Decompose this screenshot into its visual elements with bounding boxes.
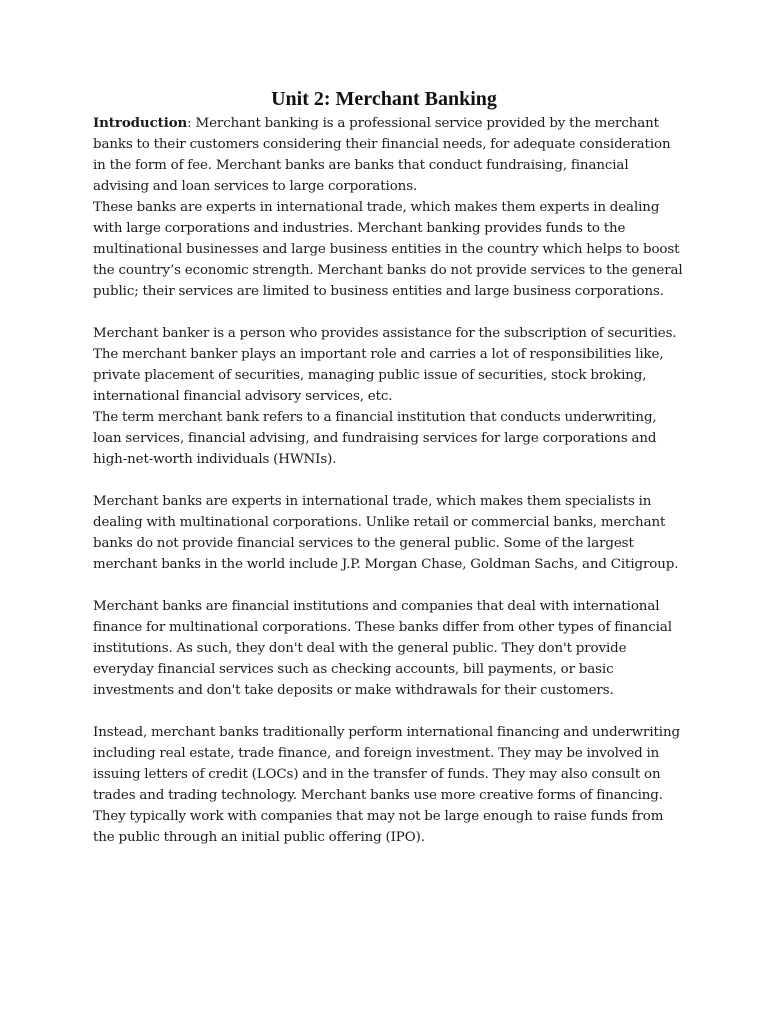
paragraph-2: These banks are experts in international trade, which makes them experts in dealing with large corporations and industries. Merchant banking provides funds to the multinational businesses and large business entities in the country which helps to boost the country’s economic strength. Merchant banks do not provide services to the general public; their services are limited to business entities and large business corporations.	[93, 200, 683, 299]
paragraph-spacer	[93, 470, 683, 491]
paragraph-3: Merchant banker is a person who provides assistance for the subscription of securities. The merchant banker plays an important role and carries a lot of responsibilities like, private placement of securities, managing public issue of securities, stock broking, international financial advisory services, etc.	[93, 326, 677, 404]
paragraph-spacer	[93, 575, 683, 596]
document-body	[93, 113, 683, 848]
paragraph-7: Instead, merchant banks traditionally perform international financing and underwriting including real estate, trade finance, and foreign investment. They may be involved in issuing letters of credit (LOCs) and in the transfer of funds. They may also consult on trades and trading technology. Merchant banks use more creative forms of financing. They typically work with companies that may not be large enough to raise funds from the public through an initial public offering (IPO).	[93, 725, 680, 845]
paragraph-6: Merchant banks are financial institutions and companies that deal with international finance for multinational corporations. These banks differ from other types of financial institutions. As such, they don't deal with the general public. They don't provide everyday financial services such as checking accounts, bill payments, or basic investments and don't take deposits or make withdrawals for their customers.	[93, 599, 672, 698]
introduction-label: Introduction	[93, 115, 188, 131]
introduction-text: Merchant banking is a professional service provided by the merchant banks to their customers considering their financial needs, for adequate consideration in the form of fee. Merchant banks are banks that conduct fundraising, financial advising and loan services to large corporations.	[93, 116, 671, 194]
paragraph-4: The term merchant bank refers to a financial institution that conducts underwriting, loan services, financial advising, and fundraising services for large corporations and high-net-worth individuals (HWNIs).	[93, 410, 657, 467]
introduction-separator: :	[187, 116, 196, 131]
page-title: Unit 2: Merchant Banking	[271, 88, 497, 110]
paragraph-spacer	[93, 302, 683, 323]
paragraph-spacer	[93, 701, 683, 722]
paragraph-introduction	[93, 113, 683, 197]
paragraph-5: Merchant banks are experts in international trade, which makes them specialists in dealing with multinational corporations. Unlike retail or commercial banks, merchant banks do not provide financial services to the general public. Some of the largest merchant banks in the world include J.P. Morgan Chase, Goldman Sachs, and Citigroup.	[93, 494, 679, 572]
